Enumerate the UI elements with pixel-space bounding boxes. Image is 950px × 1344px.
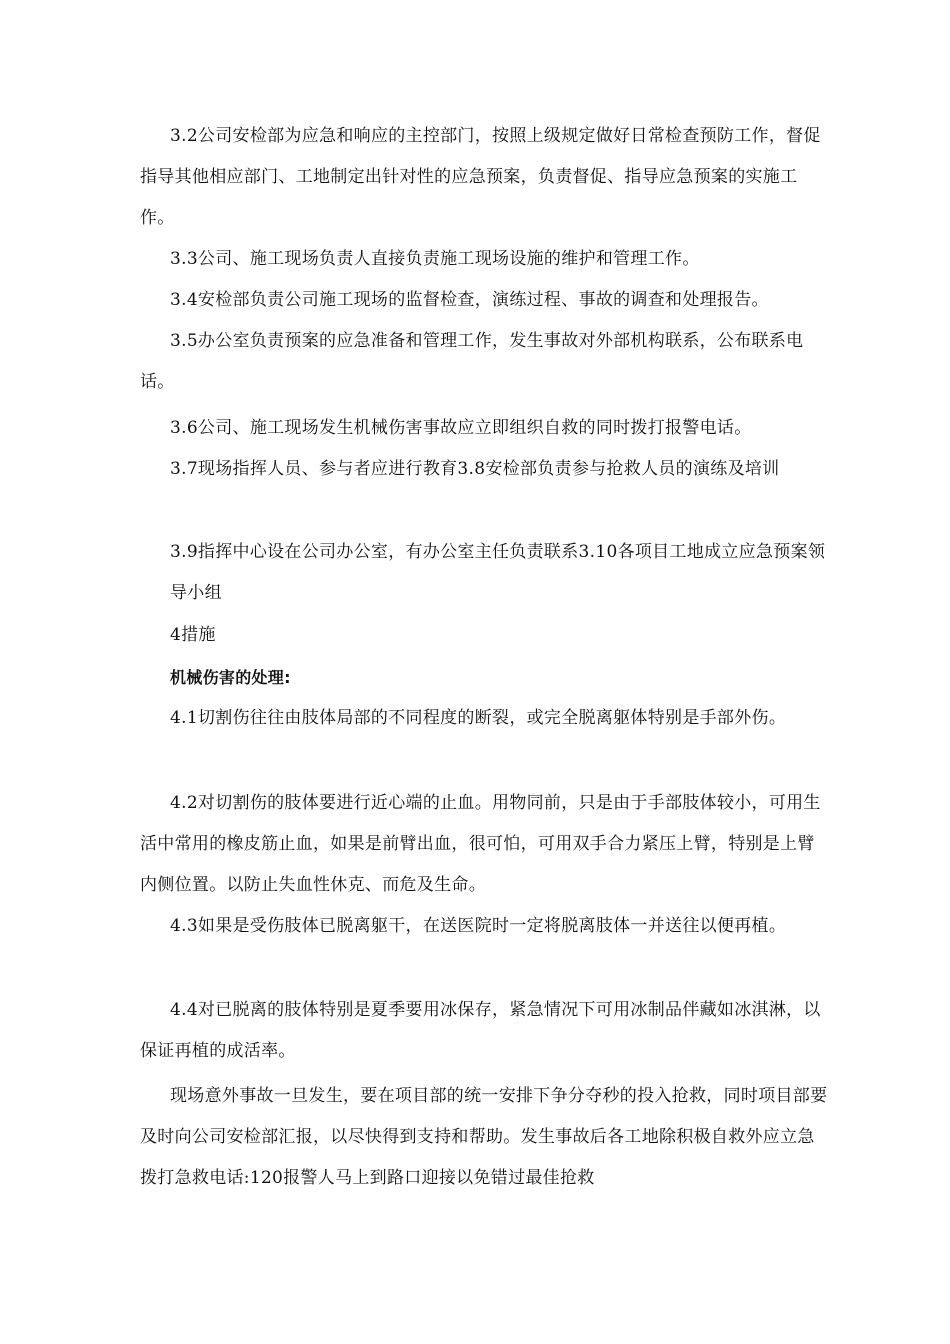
- paragraph-4-2: 4.2对切割伤的肢体要进行近心端的止血。用物同前，只是由于手部肢体较小，可用生活中常用的橡皮筋止血，如果是前臂出血，很可怕，可用双手合力紧压上臂，特别是上臂内侧位置。以防止失血性休克、而危及生命。: [140, 793, 821, 895]
- paragraph-3-4: 3.4安检部负责公司施工现场的监督检查，演练过程、事故的调查和处理报告。: [170, 290, 769, 310]
- paragraph-3-6: 3.6公司、施工现场发生机械伤害事故应立即组织自救的同时拨打报警电话。: [170, 418, 752, 438]
- section-heading-4: 4措施: [170, 625, 216, 645]
- paragraph-3-7: 3.7现场指挥人员、参与者应进行教育3.8安检部负责参与抢救人员的演练及培训: [170, 459, 780, 479]
- paragraph-3-9: 3.9指挥中心设在公司办公室，有办公室主任负责联系3.10各项目工地成立应急预案领导小组: [170, 542, 826, 603]
- paragraph-onsite-accident: 现场意外事故一旦发生，要在项目部的统一安排下争分夺秒的投入抢救，同时项目部要及时向公司安检部汇报，以尽快得到支持和帮助。发生事故后各工地除积极自救外应立急拨打急救电话:120报警人马上到路口迎接以免错过最佳抢救: [140, 1086, 828, 1188]
- paragraph-3-2: 3.2公司安检部为应急和响应的主控部门，按照上级规定做好日常检查预防工作，督促指导其他相应部门、工地制定出针对性的应急预案，负责督促、指导应急预案的实施工作。: [140, 126, 821, 228]
- subheading-mechanical-injury: 机械伤害的处理:: [170, 668, 291, 687]
- paragraph-4-1: 4.1切割伤往往由肢体局部的不同程度的断裂，或完全脱离躯体特别是手部外伤。: [170, 708, 787, 728]
- paragraph-3-3: 3.3公司、施工现场负责人直接负责施工现场设施的维护和管理工作。: [170, 249, 700, 269]
- paragraph-4-3: 4.3如果是受伤肢体已脱离躯干，在送医院时一定将脱离肢体一并送往以便再植。: [170, 916, 787, 936]
- paragraph-3-5: 3.5办公室负责预案的应急准备和管理工作，发生事故对外部机构联系，公布联系电话。: [140, 331, 804, 392]
- paragraph-4-4: 4.4对已脱离的肢体特别是夏季要用冰保存，紧急情况下可用冰制品伴藏如冰淇淋，以保证再植的成活率。: [140, 1000, 821, 1061]
